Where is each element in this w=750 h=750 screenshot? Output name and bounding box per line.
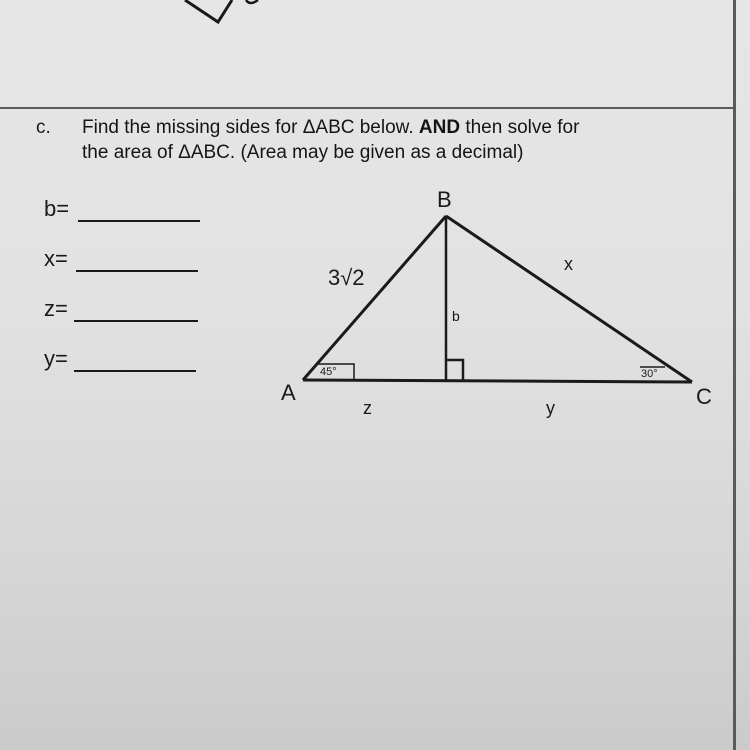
problem-line-1-end: then solve for bbox=[460, 117, 580, 138]
problem-line-1-bold: AND bbox=[418, 117, 461, 138]
segment-y-label: y bbox=[546, 398, 555, 418]
problem-line-1-start: Find the missing sides for ΔABC below. bbox=[82, 117, 419, 138]
vertex-a-label: A bbox=[281, 380, 296, 405]
answer-z-label: z= bbox=[44, 296, 68, 321]
side-bc-label: x bbox=[564, 254, 573, 274]
vertex-b-label: B bbox=[437, 187, 452, 212]
vertex-c-label: C bbox=[696, 384, 712, 409]
side-bc-line bbox=[446, 216, 692, 382]
right-angle-mark bbox=[446, 360, 463, 381]
segment-z-label: z bbox=[363, 398, 372, 418]
altitude-label: b bbox=[452, 308, 460, 324]
problem-line-2: the area of ΔABC. (Area may be given as a decimal) bbox=[82, 142, 524, 163]
answer-x-label: x= bbox=[44, 246, 68, 271]
side-ac-line bbox=[303, 380, 692, 382]
angle-a-label: 45° bbox=[320, 366, 337, 378]
answer-y-label: y= bbox=[44, 346, 68, 371]
side-ab-label: 3√2 bbox=[328, 265, 365, 290]
problem-letter: c. bbox=[36, 117, 51, 138]
answer-b-label: b= bbox=[44, 196, 70, 221]
side-ab-line bbox=[303, 216, 446, 380]
angle-c-label: 30° bbox=[641, 368, 658, 380]
